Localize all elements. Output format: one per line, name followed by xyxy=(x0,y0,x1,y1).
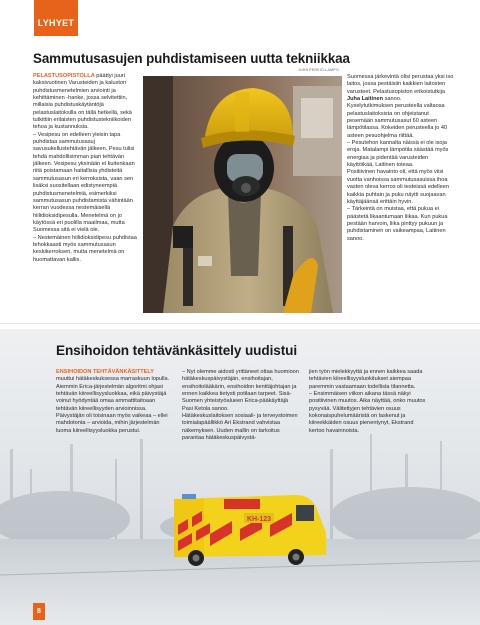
section-divider xyxy=(0,323,480,324)
paragraph-text: sanoo. xyxy=(210,405,229,412)
lead-in: ENSIHOIDON TEHTÄVÄNKÄSITTELY xyxy=(56,369,155,375)
ambulance-label: KH-123 xyxy=(246,516,272,523)
article1-paragraph xyxy=(33,73,139,132)
photo-credit: JUHA PERKIÖ-LAMPO xyxy=(298,68,339,72)
paragraph-text: – Nyt olemme aidosti yrittäneet ottaa huomioon hätäkeskuspäivystäjän, ensihoitajan, ensihoitolääkärin, ensihoidon kenttäjohtajan ja ennen kaikkea tietysti potilaan tarpeet. Sisä-Suomen yhteistyöalueen Erica-pääkäyttäjä xyxy=(182,369,299,405)
person-name: Pasi Ketola xyxy=(182,405,211,412)
lead-in: PELASTUSOPISTOLLA xyxy=(33,73,95,79)
article1-paragraph: – Nestemäinen hiilidioksidipesu puhdistaa tehokkaasti myös sammutusasun keskikerroksen, mutta menetelmä on huomattavan kallis. xyxy=(33,234,137,263)
ambulance-vehicle xyxy=(174,494,326,566)
paragraph-text: muuttui hätäkeskuksessa marraskuun lopulla. Aiemmin Erica-järjestelmän algoritmi ohjasi tehtävän kiireellisyysluokkaa, eikä päivystäjä voinut hyödyntää omaa ammattitaitoaan tehtävän kiireellisyyden arvioinnissa. Päivystäjän oli toisinaan myös vaikeaa – ellei mahdotonta – arvioida, mihin järjestelmän luoma kiireellisyysluokka perustui. xyxy=(56,376,170,434)
paragraph-text: sanoo. xyxy=(383,96,402,103)
article-headline-cleaning: Sammutusasujen puhdistamiseen uutta tekniikkaa xyxy=(33,51,350,66)
article2-column-1 xyxy=(56,369,172,435)
article1-paragraph xyxy=(347,74,455,103)
page-number: 8 xyxy=(33,603,45,620)
article-headline-dispatch: Ensihoidon tehtävänkäsittely uudistui xyxy=(56,343,298,358)
article1-paragraph: – Tärkeintä on muistaa, että pukua ei päästetä likaantumaan liikaa. Kun pukua pestään harvoin, liika pinttyy pukuun ja puhdistaminen on vaikeampaa, Laitinen sanoo. xyxy=(347,206,448,242)
person-name: Juha Laitinen xyxy=(347,96,384,103)
article1-paragraph: – Pesutehon kannalta näissä ei ole isoja eroja. Matalampi lämpötila säästää myös energiaa ja pidentää varusteiden käyttöikää, Laitinen toteaa. xyxy=(347,140,449,169)
article2-column-2 xyxy=(182,369,299,442)
firefighter-illustration xyxy=(143,76,342,313)
article2-paragraph: jien työn mielekkyyttä ja ennen kaikkea saada tehtävien kiireellisyysluokitukset aiempaa paremmin vastaamaan todellista tilannetta. xyxy=(309,369,423,390)
article1-paragraph: – Vesipesu on edelleen yleisin tapa puhdistaa sammutusasuj savusukellustehtävän jälkeen. Pesu tulisi tehdä mahdollisimman pian tehtävän jälkeen. Vesipesu yksinään ei kuitenkaan riitä poistamaan haitallisia yhdisteitä sammutusasun eri kerroksista, vaan sen lisäksi suositellaan edistyneempiä puhdistusmenetelmiä, esimerkiksi sammutusasun puhdistamista vähintään kerran vuodessa nestemäisellä hiilidioksidipesulla. Menetelmä on jo käytössä eri puolilla maailmaa, mutta Suomessa sitä ei vielä ole. xyxy=(33,131,135,234)
paragraph-text: päättyi juuri kaksivuotinen Varusteiden ja kaluston puhdistusmenetelmien arviointi ja kehittäminen -hanke, jossa selvitettiin, millaisia puhdistuskäytäntöjä pelastuslaitoksilla on tällä hetkellä, sekä tutkittiin erilaisten puhdistustekniikoiden tehoa ja kustannuksia. xyxy=(33,73,132,131)
article2-paragraph xyxy=(182,369,299,413)
article2-paragraph: – Ensimmäisen viikon aikana tässä näkyi positiivinen muutos. Aika näyttää, onko muutos pysyvää. Välitettyjen tehtävien osuus kokonaispuhelumääristä on laskenut ja kiireekkäiden osuus pienentynyt, Ekstrand kertoo havainnoista. xyxy=(309,391,426,434)
paragraph-text: Suomessa järkevintä olisi perustaa yksi iso laitos, jossa pestäisiin kaikkien laitosten varusteet. Pelastusopiston erikoistutkija xyxy=(347,74,454,95)
article1-column-1 xyxy=(33,73,139,264)
firefighter-photo xyxy=(143,76,342,313)
article1-paragraph: Kyselytutkimuksen perusteella valtaosa pelastuslaitoksista on ohjeistanut pesemään sammutusasut 60 asteen lämpötilassa. Kokeiden perusteella jo 40 asteen pesuohjelma riittää. xyxy=(347,103,448,139)
article1-paragraph: Positiivinen havainto oli, että myös viisi vuotta vanhoissa sammutusasuissa ihoa vasten olevа kerros oli testeissä edelleen kaikkia puhtain ja puku näytti suojaavan käyttäjäänsä erittäin hyvin. xyxy=(347,169,449,205)
section-tag: LYHYET xyxy=(34,0,78,36)
article1-column-3 xyxy=(347,74,455,243)
article2-paragraph: Hätäkeskuslaitoksen sosiaali- ja terveystoimen toimialapäällikkö Ari Ekstrand vahvistaa näkemyksen. Uuden mallin on tarkoitus parantaa hätäkeskuspäivystä- xyxy=(182,413,298,442)
article2-column-3 xyxy=(309,369,429,435)
article2-paragraph xyxy=(56,369,172,435)
